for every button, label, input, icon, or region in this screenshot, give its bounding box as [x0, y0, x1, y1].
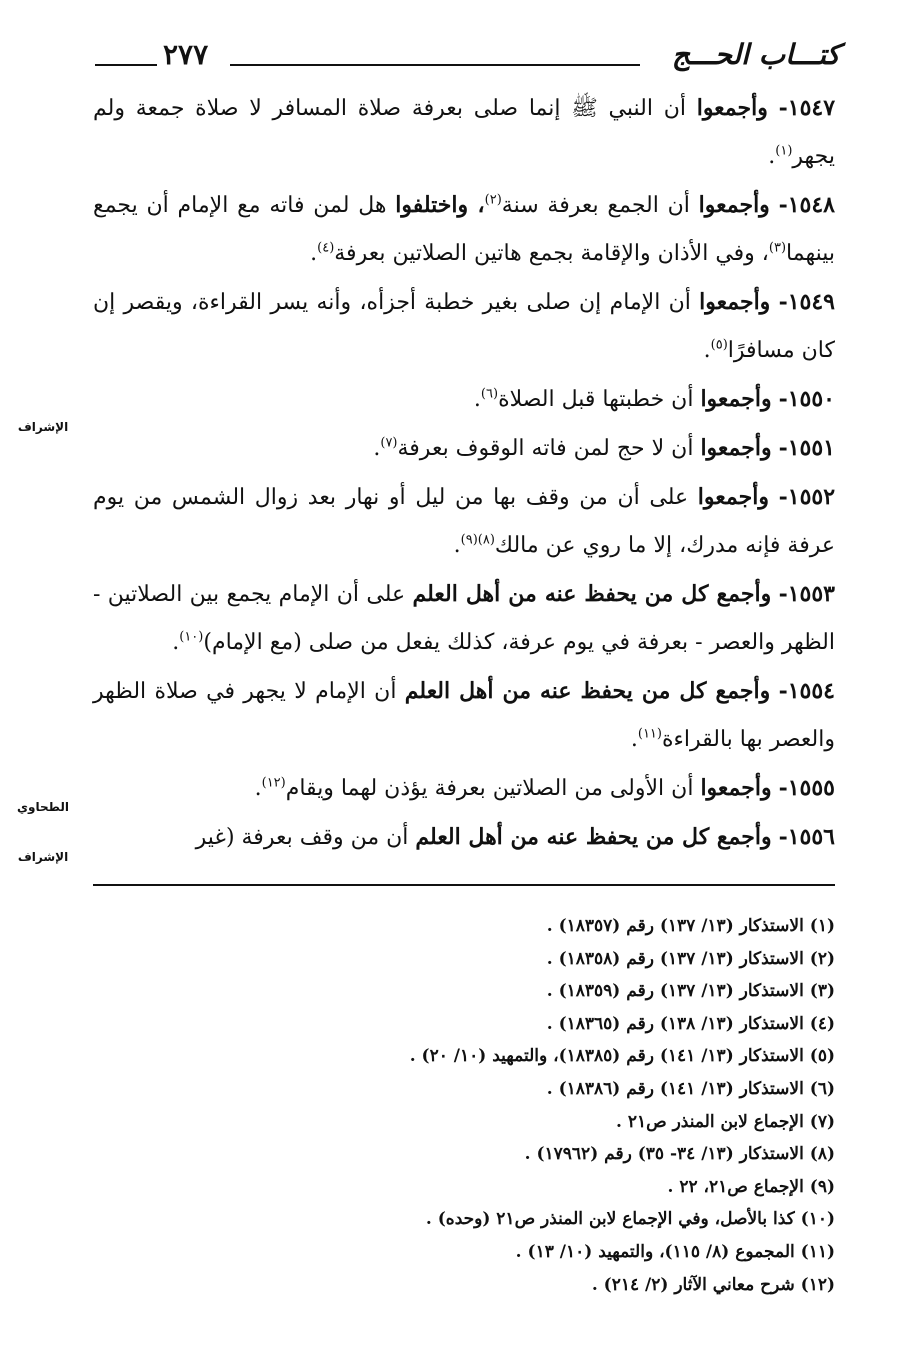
footnote-4: (٤) الاستذكار (١٣/ ١٣٨) رقم (١٨٣٦٥) .: [546, 1013, 835, 1034]
entry-1547: [93, 84, 835, 181]
entry-number: ١٥٥٠-: [778, 386, 835, 412]
entry-end: .: [630, 727, 638, 752]
footnote-11: (١١) المجموع (٨/ ١١٥)، والتمهيد (١٠/ ١٣) .: [515, 1241, 835, 1262]
footnote-9: (٩) الإجماع ص٢١، ٢٢ .: [667, 1176, 835, 1197]
entry-mid-lead: ، واختلفوا: [395, 192, 485, 218]
page-number: ٢٧٧: [163, 38, 209, 71]
entry-1552: [93, 473, 835, 570]
entry-mid-text: هل لمن فاته مع الإمام أن يجمع بينهما: [93, 193, 835, 266]
header-rule-middle: [230, 64, 640, 66]
footnote-ref[interactable]: (٦): [480, 386, 499, 402]
entry-number: ١٥٥٢-: [778, 484, 836, 510]
entry-text: أن النبي ﷺ إنما صلى بعرفة صلاة المسافر لا صلاة جمعة ولم يجهر: [93, 96, 835, 169]
entry-number: ١٥٥٤-: [778, 678, 835, 704]
entry-1554: [93, 667, 835, 764]
footnote-7: (٧) الإجماع لابن المنذر ص٢١ .: [615, 1111, 835, 1132]
entry-1551: [93, 424, 835, 473]
entry-number: ١٥٥١-: [778, 435, 835, 461]
entry-lead: وأجمعوا: [700, 775, 772, 801]
footnote-5: (٥) الاستذكار (١٣/ ١٤١) رقم (١٨٣٨٥)، والتمهيد (١٠/ ٢٠) .: [409, 1046, 835, 1067]
entry-number: ١٥٥٣-: [778, 581, 835, 607]
entry-end: .: [254, 776, 262, 801]
footnote-10: (١٠) كذا بالأصل، وفي الإجماع لابن المنذر ص٢١ (وحده) .: [425, 1209, 835, 1230]
footnote-ref[interactable]: (٤): [317, 240, 335, 256]
footnote-ref[interactable]: (٥): [710, 337, 728, 353]
entry-1555: [93, 764, 835, 813]
entry-lead: وأجمعوا: [698, 192, 770, 218]
footnote-ref[interactable]: (٣): [768, 240, 787, 256]
entry-1548: [93, 181, 835, 278]
footnote-ref[interactable]: (١٢): [261, 775, 286, 791]
entry-lead: وأجمعوا: [696, 95, 768, 121]
entry-number: ١٥٤٨-: [778, 192, 835, 218]
entry-1549: [93, 278, 835, 375]
entry-1550: [93, 375, 835, 424]
header-rule-left: [95, 64, 157, 66]
entry-end: .: [310, 241, 318, 266]
entry-number: ١٥٥٦-: [778, 824, 835, 850]
entry-lead: وأجمعوا: [700, 386, 772, 412]
footnote-ref[interactable]: (١١): [637, 726, 662, 742]
entry-lead: وأجمعوا: [700, 435, 772, 461]
margin-note-ishraf-1: الإشراف: [17, 420, 69, 434]
entry-lead: وأجمع كل من يحفظ عنه من أهل العلم: [412, 581, 772, 607]
entry-text: على أن من وقف بها من ليل أو نهار بعد زوال الشمس من يوم عرفة فإنه مدرك، إلا ما روي عن مالك: [93, 485, 835, 558]
entry-text: على أن الإمام يجمع بين الصلاتين - الظهر والعصر - بعرفة في يوم عرفة، كذلك يفعل من صلى (مع الإمام): [93, 582, 835, 655]
book-title: كتـــاب الحـــج: [671, 38, 840, 71]
entry-number: ١٥٤٧-: [778, 95, 836, 121]
margin-note-ishraf-2: الإشراف: [17, 850, 69, 864]
entry-end: .: [473, 387, 481, 412]
footnote-1: (١) الاستذكار (١٣/ ١٣٧) رقم (١٨٣٥٧) .: [546, 916, 835, 936]
entry-1556: [93, 813, 835, 862]
footnote-3: (٣) الاستذكار (١٣/ ١٣٧) رقم (١٨٣٥٩) .: [546, 981, 835, 1002]
footnote-ref[interactable]: (٢): [484, 192, 502, 208]
entry-1553: [93, 570, 835, 667]
entry-text: أن الأولى من الصلاتين بعرفة يؤذن لهما ويقام: [285, 776, 701, 801]
entry-lead: وأجمع كل من يحفظ عنه من أهل العلم: [415, 824, 772, 850]
entry-text: أن لا حج لمن فاته الوقوف بعرفة: [397, 436, 701, 461]
entry-text: أن خطبتها قبل الصلاة: [498, 387, 701, 412]
main-text: [93, 84, 835, 862]
footnote-6: (٦) الاستذكار (١٣/ ١٤١) رقم (١٨٣٨٦) .: [546, 1078, 835, 1099]
footnote-ref[interactable]: (٧): [380, 435, 398, 451]
footnote-ref[interactable]: (٨)(٩): [460, 532, 495, 548]
entry-text-2: ، وفي الأذان والإقامة بجمع هاتين الصلاتين بعرفة: [334, 241, 769, 266]
footnote-ref[interactable]: (١٠): [179, 629, 204, 645]
entry-text: أن الجمع بعرفة سنة: [501, 193, 699, 218]
entry-end: .: [373, 436, 381, 461]
entry-lead: وأجمعوا: [699, 289, 771, 315]
entry-end: .: [703, 338, 711, 363]
entry-lead: وأجمع كل من يحفظ عنه من أهل العلم: [404, 678, 771, 704]
entry-lead: وأجمعوا: [697, 484, 769, 510]
entry-text: أن من وقف بعرفة (غير: [195, 825, 416, 850]
footnote-8: (٨) الاستذكار (١٣/ ٣٤- ٣٥) رقم (١٧٩٦٢) .: [524, 1144, 835, 1165]
footnotes: [250, 910, 835, 1301]
footnote-ref[interactable]: (١): [775, 143, 793, 159]
entry-number: ١٥٤٩-: [778, 289, 835, 315]
footnote-12: (١٢) شرح معاني الآثار (٢/ ٢١٤) .: [591, 1274, 835, 1295]
entry-text: أن الإمام إن صلى بغير خطبة أجزأه، وأنه يسر القراءة، ويقصر إن كان مسافرًا: [93, 290, 835, 363]
entry-number: ١٥٥٥-: [778, 775, 835, 801]
margin-note-tahawi: الطحاوي: [17, 800, 69, 814]
page-header: [95, 38, 840, 78]
entry-end: .: [172, 630, 180, 655]
entry-text: أن الإمام لا يجهر في صلاة الظهر والعصر بها بالقراءة: [93, 679, 835, 752]
entry-end: .: [453, 533, 461, 558]
footnote-separator: [93, 884, 835, 886]
entry-end: .: [768, 144, 776, 169]
footnote-2: (٢) الاستذكار (١٣/ ١٣٧) رقم (١٨٣٥٨) .: [546, 948, 835, 969]
